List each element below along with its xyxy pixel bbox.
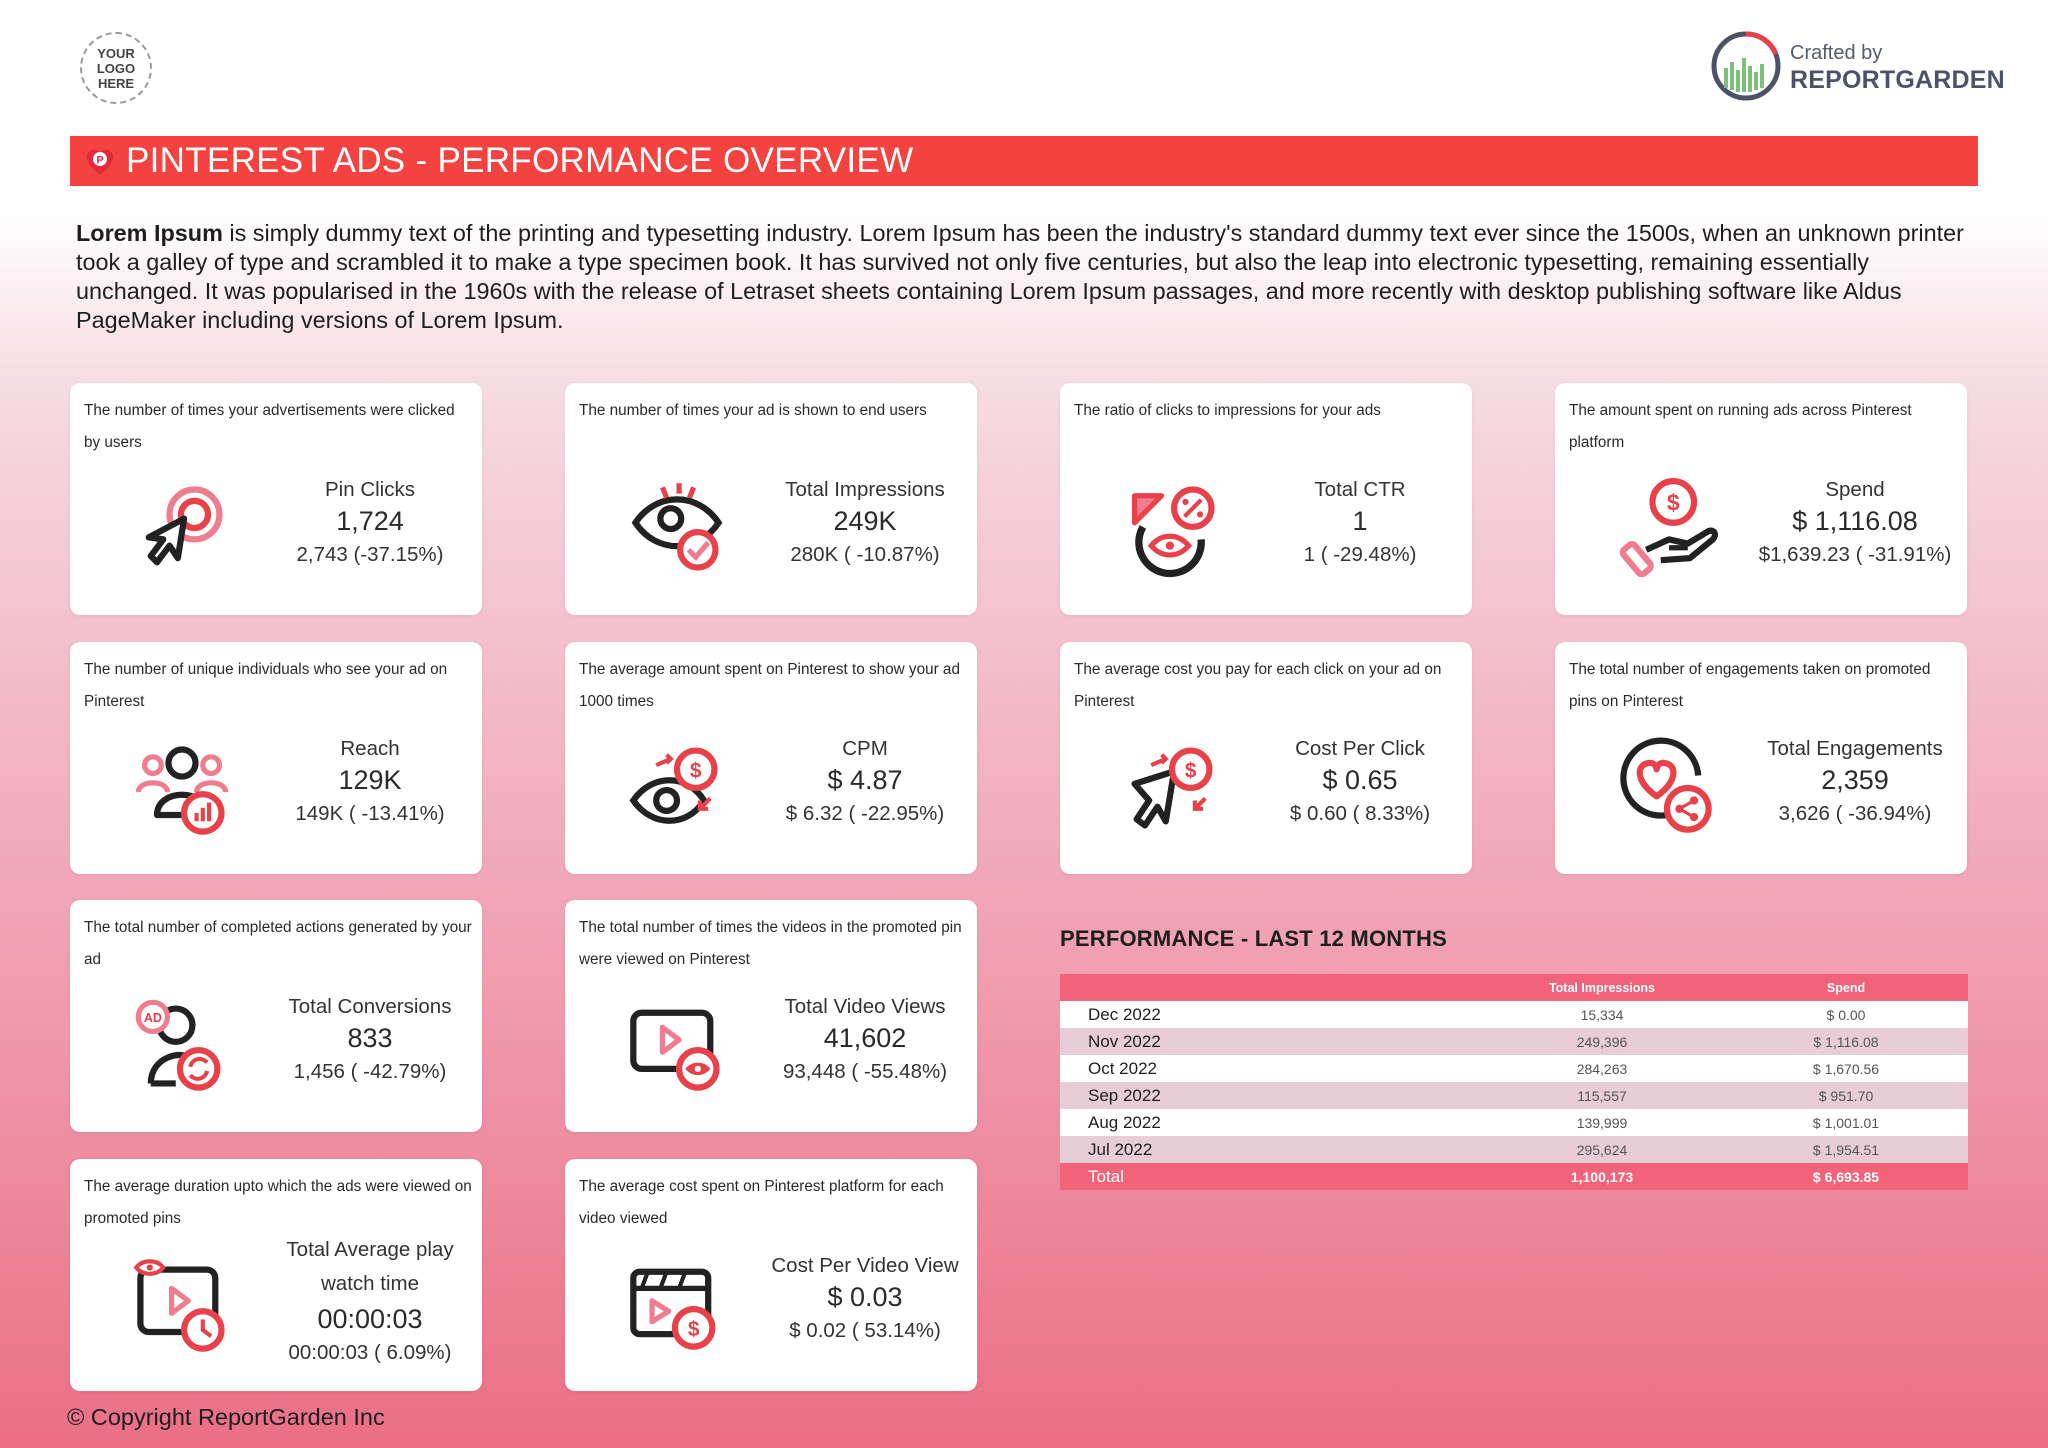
card-metric-comparison: 1,456 ( -42.79%)	[293, 1060, 447, 1083]
video-eye-icon	[625, 994, 729, 1098]
cell-month: Aug 2022	[1060, 1109, 1480, 1136]
svg-text:AD: AD	[143, 1011, 162, 1026]
card-metric-value: 129K	[338, 765, 402, 795]
card-metric-value: 833	[347, 1023, 393, 1053]
brand-name: REPORTGARDEN	[1790, 66, 2005, 94]
copyright-footer: © Copyright ReportGarden Inc	[67, 1404, 385, 1430]
card-metric-name: Total CTR	[1314, 478, 1406, 501]
column-header-month	[1060, 974, 1480, 1001]
cursor-target-icon	[130, 477, 234, 581]
table-header-row	[1060, 974, 1968, 1001]
cell-impressions: 115,557	[1480, 1082, 1724, 1109]
reportgarden-logo-icon	[1708, 28, 1784, 104]
card-description: The number of times your advertisements were clicked by users	[84, 402, 455, 451]
card-description: The total number of completed actions generated by your ad	[84, 919, 472, 968]
cell-impressions: 295,624	[1480, 1136, 1724, 1163]
card-metric-name: Cost Per Click	[1295, 737, 1425, 760]
card-metric-comparison: 3,626 ( -36.94%)	[1778, 802, 1932, 825]
metric-card-impressions	[565, 383, 977, 615]
cell-month: Nov 2022	[1060, 1028, 1480, 1055]
card-metric-comparison: 93,448 ( -55.48%)	[782, 1060, 948, 1083]
card-metric-name: Cost Per Video View	[771, 1254, 959, 1277]
metric-card-engagements	[1555, 642, 1967, 874]
hand-dollar-icon	[1615, 477, 1719, 581]
performance-title: PERFORMANCE - LAST 12 MONTHS	[1060, 926, 1447, 951]
card-metric-name: Total Video Views	[784, 995, 946, 1018]
metric-card-spend	[1555, 383, 1967, 615]
svg-text:$: $	[689, 759, 702, 783]
table-total-row	[1060, 1163, 1968, 1190]
svg-text:P: P	[96, 154, 104, 167]
card-description: The total number of engagements taken on promoted pins on Pinterest	[1569, 661, 1931, 710]
card-description: The average cost spent on Pinterest platform for each video viewed	[579, 1178, 944, 1227]
cell-spend: $ 0.00	[1724, 1001, 1968, 1028]
eye-dollar-icon	[625, 736, 729, 840]
card-metric-comparison: $ 0.02 ( 53.14%)	[789, 1319, 941, 1342]
cell-spend: $ 1,001.01	[1724, 1109, 1968, 1136]
card-metric-value: $ 1,116.08	[1792, 506, 1918, 536]
cell-month: Sep 2022	[1060, 1082, 1480, 1109]
metric-card-avg-watch-time	[70, 1159, 482, 1391]
table-row	[1060, 1001, 1968, 1028]
metric-card-pin-clicks	[70, 383, 482, 615]
logo-placeholder	[80, 32, 152, 104]
card-description: The average amount spent on Pinterest to show your ad 1000 times	[579, 661, 960, 710]
card-metric-name: Reach	[340, 737, 400, 760]
heart-share-icon	[1615, 736, 1719, 840]
metric-card-cost-per-video-view	[565, 1159, 977, 1391]
svg-text:$: $	[1184, 759, 1197, 783]
intro-paragraph	[76, 219, 1976, 335]
svg-text:$: $	[1666, 489, 1680, 516]
card-metric-value: $ 0.03	[827, 1282, 903, 1312]
performance-table	[1060, 974, 1968, 1190]
ad-person-refresh-icon	[130, 994, 234, 1098]
card-metric-name: CPM	[842, 737, 888, 760]
card-metric-comparison: 2,743 (-37.15%)	[296, 543, 444, 566]
card-metric-value: 2,359	[1821, 765, 1889, 795]
card-description: The amount spent on running ads across Pinterest platform	[1569, 402, 1912, 451]
logo-text: YOUR LOGO HERE	[96, 45, 136, 91]
page-title: PINTEREST ADS - PERFORMANCE OVERVIEW	[126, 141, 914, 180]
metric-card-conversions	[70, 900, 482, 1132]
card-metric-comparison: 149K ( -13.41%)	[295, 802, 445, 825]
cell-impressions: 249,396	[1480, 1028, 1724, 1055]
card-metric-comparison: 00:00:03 ( 6.09%)	[288, 1341, 452, 1364]
cell-spend: $ 951.70	[1724, 1082, 1968, 1109]
cell-month: Jul 2022	[1060, 1136, 1480, 1163]
cell-total-label: Total	[1060, 1163, 1480, 1190]
video-clock-icon	[130, 1253, 234, 1357]
card-metric-comparison: 280K ( -10.87%)	[790, 543, 940, 566]
brand-prefix: Crafted by	[1790, 42, 1883, 64]
cell-spend: $ 1,954.51	[1724, 1136, 1968, 1163]
table-row	[1060, 1136, 1968, 1163]
cell-month: Oct 2022	[1060, 1055, 1480, 1082]
card-description: The average duration upto which the ads were viewed on promoted pins	[84, 1178, 472, 1227]
card-metric-value: 1,724	[336, 506, 404, 536]
card-metric-value: 41,602	[823, 1023, 907, 1053]
intro-bold: Lorem Ipsum	[76, 220, 223, 246]
card-metric-value: 00:00:03	[317, 1304, 423, 1334]
cell-spend: $ 1,116.08	[1724, 1028, 1968, 1055]
cursor-dollar-icon	[1120, 736, 1224, 840]
audience-chart-icon	[130, 736, 234, 840]
clapper-dollar-icon	[625, 1253, 729, 1357]
cell-impressions: 15,334	[1480, 1001, 1724, 1028]
card-metric-value: $ 4.87	[827, 765, 903, 795]
card-metric-value: 1	[1352, 506, 1368, 536]
card-metric-comparison: 1 ( -29.48%)	[1303, 543, 1417, 566]
column-header-spend: Spend	[1724, 974, 1968, 1001]
metric-card-ctr	[1060, 383, 1472, 615]
cell-spend: $ 1,670.56	[1724, 1055, 1968, 1082]
metric-card-cpc	[1060, 642, 1472, 874]
cell-month: Dec 2022	[1060, 1001, 1480, 1028]
cell-impressions: 284,263	[1480, 1055, 1724, 1082]
card-description: The number of times your ad is shown to end users	[579, 402, 927, 419]
card-description: The total number of times the videos in the promoted pin were viewed on Pinterest	[579, 919, 962, 968]
card-metric-comparison: $ 6.32 ( -22.95%)	[785, 802, 945, 825]
cell-impressions: 139,999	[1480, 1109, 1724, 1136]
card-metric-name: Spend	[1825, 478, 1885, 501]
card-metric-name: Total Impressions	[785, 478, 945, 501]
card-metric-comparison: $ 0.60 ( 8.33%)	[1289, 802, 1431, 825]
metric-card-video-views	[565, 900, 977, 1132]
table-row	[1060, 1055, 1968, 1082]
svg-text:$: $	[687, 1318, 700, 1342]
eye-check-icon	[625, 477, 729, 581]
card-metric-name: Pin Clicks	[325, 478, 415, 501]
table-row	[1060, 1082, 1968, 1109]
card-metric-value: 249K	[833, 506, 897, 536]
column-header-impressions: Total Impressions	[1480, 974, 1724, 1001]
cell-total-spend: $ 6,693.85	[1724, 1163, 1968, 1190]
pinterest-icon	[84, 145, 116, 177]
table-row	[1060, 1028, 1968, 1055]
card-metric-value: $ 0.65	[1322, 765, 1398, 795]
brand-logo	[1708, 28, 2005, 104]
card-description: The average cost you pay for each click on your ad on Pinterest	[1074, 661, 1442, 710]
cell-total-impressions: 1,100,173	[1480, 1163, 1724, 1190]
intro-text: is simply dummy text of the printing and typesetting industry. Lorem Ipsum has been the industry's standard dummy text ever since the 1500s, when an unknown printer took a galley of type and scrambled it to make a type specimen book. It has survived not only five centuries, but also the leap into electronic typesetting, remaining essentially unchanged. It was popularised in the 1960s with the release of Letraset sheets containing Lorem Ipsum passages, and more recently with desktop publishing software like Aldus PageMaker including versions of Lorem Ipsum.	[76, 220, 1964, 333]
card-metric-name: Total Engagements	[1767, 737, 1943, 760]
card-metric-comparison: $1,639.23 ( -31.91%)	[1758, 543, 1952, 566]
card-description: The ratio of clicks to impressions for your ads	[1074, 402, 1381, 419]
card-metric-name: Total Conversions	[288, 995, 452, 1018]
title-banner	[70, 136, 1978, 186]
metric-card-reach	[70, 642, 482, 874]
metric-card-cpm	[565, 642, 977, 874]
ctr-percent-icon	[1120, 477, 1224, 581]
card-description: The number of unique individuals who see your ad on Pinterest	[84, 661, 448, 710]
table-row	[1060, 1109, 1968, 1136]
card-metric-name: Total Average play watch time	[286, 1238, 454, 1295]
